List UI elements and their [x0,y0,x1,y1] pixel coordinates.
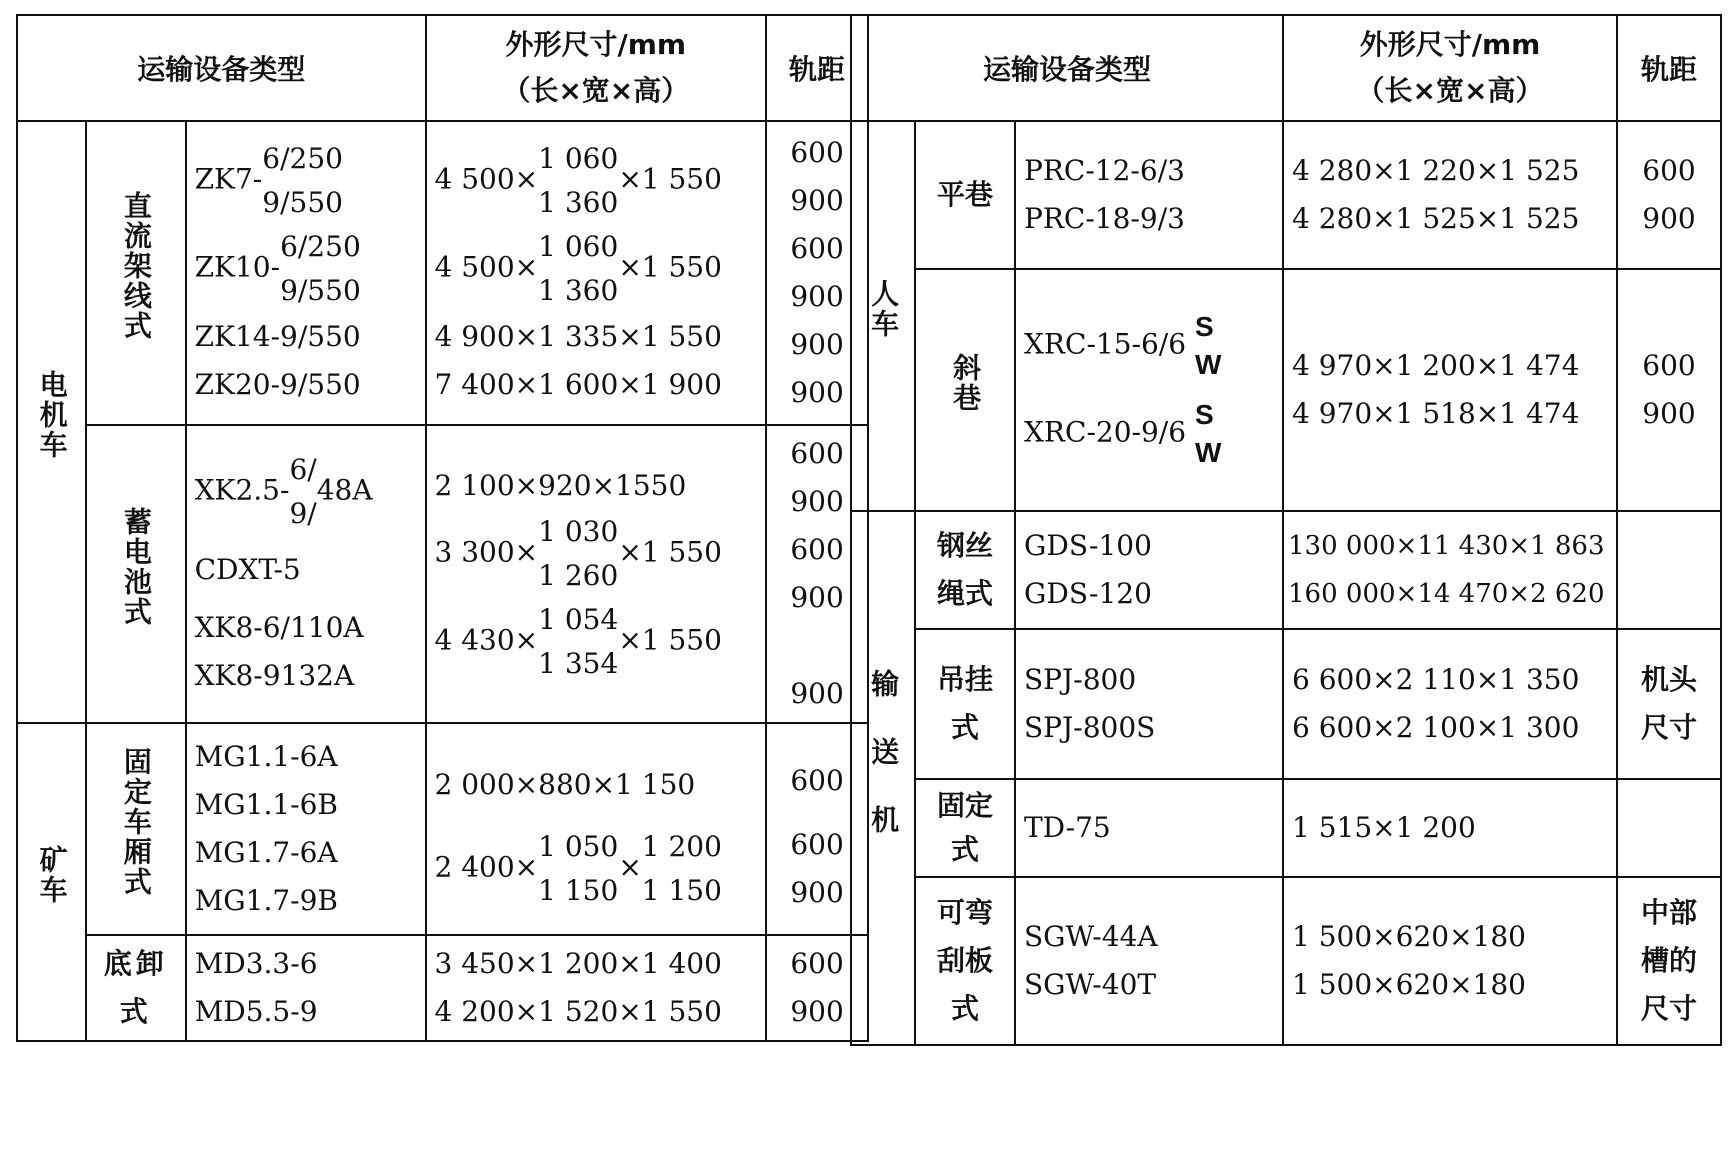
category-cell: 人车 [851,121,915,511]
size-cell: 130 000×11 430×1 863 160 000×14 470×2 620 [1283,511,1617,629]
size-cell: 1 500×620×180 1 500×620×180 [1283,877,1617,1045]
subcategory-cell: 固定车厢式 [86,723,186,935]
header-gauge: 轨距 [766,15,868,121]
size-cell: 4 970×1 200×1 474 4 970×1 518×1 474 [1283,269,1617,511]
header-size: 外形尺寸/mm （长×宽×高） [426,15,767,121]
gauge-cell: 600 900 [1617,269,1721,511]
gauge-cell: 600 600 900 [766,723,868,935]
table-row [17,935,868,1041]
header-size: 外形尺寸/mm （长×宽×高） [1283,15,1617,121]
table-row [851,269,1721,511]
model-cell: PRC-12-6/3 PRC-18-9/3 [1015,121,1283,269]
category-cell: 矿车 [17,723,86,1041]
subcategory-cell: 蓄电池式 [86,425,186,723]
category-cell: 输送机 [851,511,915,1045]
header-gauge: 轨距 [1617,15,1721,121]
subcategory-cell: 吊挂式 [915,629,1015,779]
table-row [17,121,868,425]
left-table [16,14,869,1042]
size-cell: 6 600×2 110×1 350 6 600×2 100×1 300 [1283,629,1617,779]
size-cell: 2 000×880×1 150 2 400× 1 050 1 150 × 1 200 1 150 [426,723,767,935]
header-type: 运输设备类型 [17,15,426,121]
category-cell: 电机车 [17,121,86,723]
size-cell: 3 450×1 200×1 400 4 200×1 520×1 550 [426,935,767,1041]
model-cell: ZK7- 6/250 9/550 ZK10- 6/250 9/550 ZK14-9/550 ZK20-9/550 [186,121,426,425]
table-row [851,629,1721,779]
size-cell: 4 280×1 220×1 525 4 280×1 525×1 525 [1283,121,1617,269]
size-cell: 2 100×920×1550 3 300× 1 030 1 260 ×1 550 4 430× 1 054 1 354 ×1 550 [426,425,767,723]
subcategory-cell: 钢丝绳式 [915,511,1015,629]
gauge-cell [1617,511,1721,629]
right-table [850,14,1722,1046]
model-cell: TD-75 [1015,779,1283,877]
table-row [17,723,868,935]
gauge-cell: 600 900 [1617,121,1721,269]
table-row [851,121,1721,269]
size-cell: 1 515×1 200 [1283,779,1617,877]
header-row [17,15,868,121]
table-row [851,877,1721,1045]
header-row [851,15,1721,121]
subcategory-cell: 平巷 [915,121,1015,269]
size-cell: 4 500× 1 060 1 360 ×1 550 4 500× 1 060 1 360 ×1 550 4 900×1 335×1 550 7 400×1 600×1 900 [426,121,767,425]
left-table-wrap [16,14,869,1042]
model-cell: XK2.5- 6/ 9/ 48A CDXT-5 XK8-6/110A XK8-9132A [186,425,426,723]
header-type: 运输设备类型 [851,15,1283,121]
subcategory-cell: 固定式 [915,779,1015,877]
gauge-cell: 600 900 [766,935,868,1041]
model-cell: MD3.3-6 MD5.5-9 [186,935,426,1041]
gauge-cell: 600 900 600 900 900 [766,425,868,723]
table-row [17,425,868,723]
right-table-wrap [850,14,1720,1046]
gauge-cell [1617,779,1721,877]
table-row [851,779,1721,877]
subcategory-cell: 直流架线式 [86,121,186,425]
subcategory-cell: 可弯刮板式 [915,877,1015,1045]
subcategory-cell: 底卸式 [86,935,186,1041]
table-row [851,511,1721,629]
model-cell: GDS-100 GDS-120 [1015,511,1283,629]
gauge-cell: 600 900 600 900 900 900 [766,121,868,425]
subcategory-cell: 斜巷 [915,269,1015,511]
model-cell: XRC-15-6/6 S W XRC-20-9/6 S W [1015,269,1283,511]
model-cell: SPJ-800 SPJ-800S [1015,629,1283,779]
note-cell: 机头尺寸 [1617,629,1721,779]
model-cell: MG1.1-6A MG1.1-6B MG1.7-6A MG1.7-9B [186,723,426,935]
note-cell: 中部槽的尺寸 [1617,877,1721,1045]
model-cell: SGW-44A SGW-40T [1015,877,1283,1045]
